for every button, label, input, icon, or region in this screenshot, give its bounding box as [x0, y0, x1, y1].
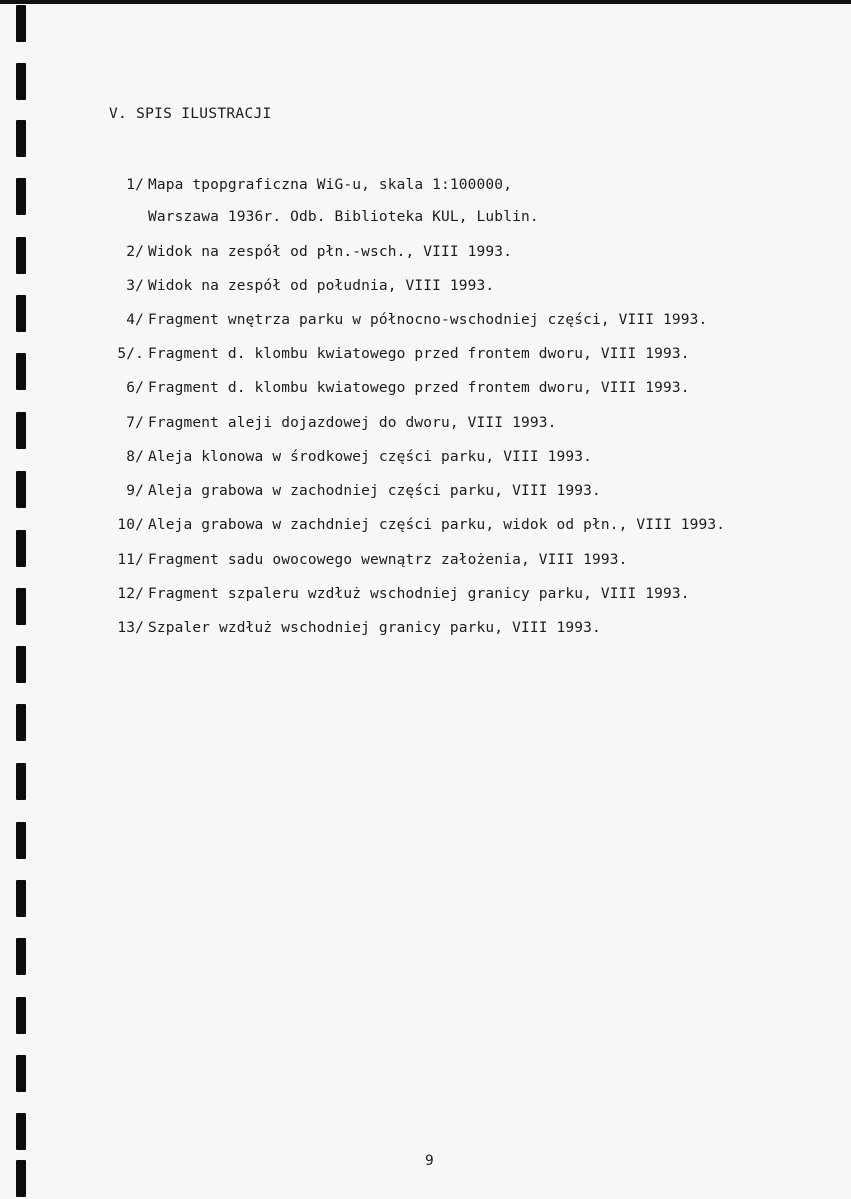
item-text: Fragment wnętrza parku w północno-wschodniej części, VIII 1993. [148, 312, 708, 328]
binding-hole [16, 412, 26, 449]
binding-hole [16, 588, 26, 625]
item-number: 12/ [117, 586, 144, 602]
item-text: Mapa tpopgraficzna WiG-u, skala 1:100000, [148, 177, 513, 193]
binding-hole [16, 1113, 26, 1150]
item-text: Szpaler wzdłuż wschodniej granicy parku, VIII 1993. [148, 620, 601, 636]
item-text: Aleja grabowa w zachdniej części parku, widok od płn., VIII 1993. [148, 517, 726, 533]
item-text: Fragment sadu owocowego wewnątrz założenia, VIII 1993. [148, 552, 628, 568]
binding-hole [16, 63, 26, 100]
binding-hole [16, 763, 26, 800]
binding-hole [16, 237, 26, 274]
binding-hole [16, 938, 26, 975]
binding-hole [16, 178, 26, 215]
section-heading: V. SPIS ILUSTRACJI [109, 106, 272, 122]
binding-hole [16, 997, 26, 1034]
item-number: 3/ [126, 278, 144, 294]
item-number: 7/ [126, 415, 144, 431]
item-number: 8/ [126, 449, 144, 465]
binding-hole [16, 646, 26, 683]
binding-hole [16, 1055, 26, 1092]
binding-hole [16, 353, 26, 390]
item-text: Fragment szpaleru wzdłuż wschodniej granicy parku, VIII 1993. [148, 586, 690, 602]
item-text: Warszawa 1936r. Odb. Biblioteka KUL, Lublin. [148, 209, 539, 225]
binding-hole [16, 471, 26, 508]
item-number: 4/ [126, 312, 144, 328]
binding-hole [16, 704, 26, 741]
item-number: 9/ [126, 483, 144, 499]
item-number: 11/ [117, 552, 144, 568]
comb-binding [16, 0, 28, 1199]
item-number: 6/ [126, 380, 144, 396]
item-number: 2/ [126, 244, 144, 260]
item-text: Aleja grabowa w zachodniej części parku, VIII 1993. [148, 483, 601, 499]
item-number: 10/ [117, 517, 144, 533]
binding-hole [16, 822, 26, 859]
page-number: 9 [425, 1153, 434, 1169]
binding-hole [16, 295, 26, 332]
item-text: Widok na zespół od południa, VIII 1993. [148, 278, 495, 294]
item-number: 1/ [126, 177, 144, 193]
page-top-edge [0, 0, 851, 4]
binding-hole [16, 5, 26, 42]
item-text: Aleja klonowa w środkowej części parku, VIII 1993. [148, 449, 592, 465]
binding-hole [16, 530, 26, 567]
binding-hole [16, 880, 26, 917]
item-text: Fragment d. klombu kwiatowego przed frontem dworu, VIII 1993. [148, 346, 690, 362]
binding-hole [16, 120, 26, 157]
item-number: 5/. [117, 346, 144, 362]
binding-hole [16, 1160, 26, 1197]
item-text: Fragment d. klombu kwiatowego przed frontem dworu, VIII 1993. [148, 380, 690, 396]
item-text: Fragment aleji dojazdowej do dworu, VIII 1993. [148, 415, 557, 431]
item-number: 13/ [117, 620, 144, 636]
item-text: Widok na zespół od płn.-wsch., VIII 1993. [148, 244, 513, 260]
